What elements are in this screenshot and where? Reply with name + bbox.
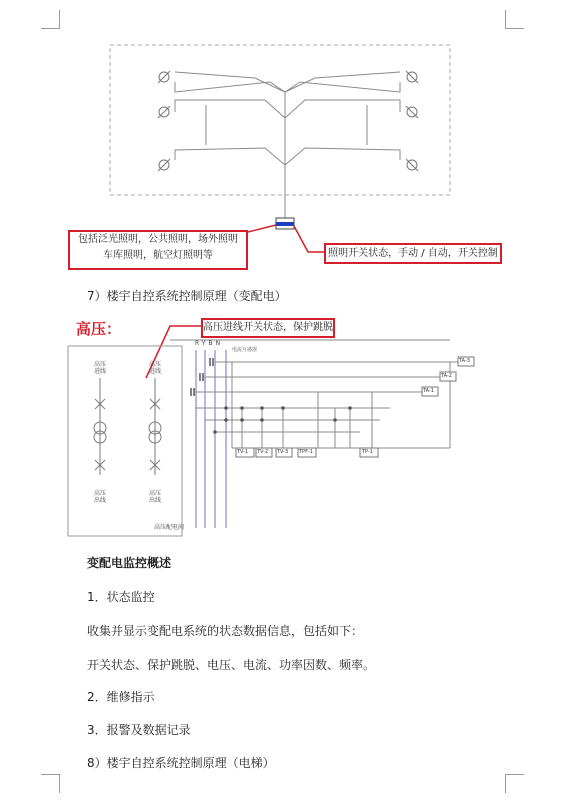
bus-letter-n: N — [215, 340, 224, 347]
lamp-icon — [158, 159, 170, 171]
switchgear-room-caption: 高压配电间 — [154, 524, 185, 531]
overview-description: 收集并显示变配电系统的状态数据信息，包括如下： — [87, 624, 364, 638]
outgoing-1-line-a: 高压 — [94, 490, 107, 497]
ta-3-label: TA-3 — [459, 358, 470, 364]
ta-2-label: TA-2 — [441, 373, 452, 379]
outgoing-label-1 — [94, 490, 106, 504]
tv-2-label: TV-2 — [257, 449, 269, 455]
switchgear-diagram — [0, 300, 578, 540]
incoming-1-line-a: 高压 — [94, 361, 107, 368]
lighting-diagram-frame — [110, 45, 450, 195]
bus-letter-row — [195, 340, 223, 347]
section-7-heading: 7）楼宇自控系统控制原理（变配电） — [87, 289, 287, 303]
incoming-2-line-b: 进线 — [149, 368, 162, 375]
lamp-icon — [406, 106, 418, 118]
incoming-label-1 — [94, 361, 106, 375]
incoming-1-line-b: 进线 — [94, 368, 107, 375]
bus-letter-y: Y — [201, 340, 209, 347]
outgoing-label-2 — [149, 490, 161, 504]
ct-top-label: 电流互感器 — [232, 347, 258, 353]
lighting-scope-line-1: 包括泛光照明，公共照明，场外照明 — [78, 234, 238, 245]
lighting-scope-line-2: 车库照明，航空灯照明等 — [103, 250, 213, 261]
lamp-icon — [406, 71, 418, 83]
bus-letter-r: R — [195, 340, 202, 347]
high-voltage-label: 高压： — [76, 320, 122, 338]
overview-item-2: 2．维修指示 — [87, 690, 155, 704]
high-voltage-callout: 高压进线开关状态，保护跳脱 — [201, 318, 335, 338]
lamp-icon — [406, 159, 418, 171]
tv-3-label: TV-3 — [277, 449, 289, 455]
bus-letter-b: B — [208, 340, 216, 347]
overview-title: 变配电监控概述 — [87, 556, 172, 570]
section-8-heading: 8）楼宇自控系统控制原理（电梯） — [87, 756, 275, 770]
incoming-2-line-a: 高压 — [149, 361, 162, 368]
outgoing-1-line-b: 出线 — [94, 497, 107, 504]
lighting-scope-callout — [68, 230, 248, 270]
outgoing-2-line-a: 高压 — [149, 490, 162, 497]
crop-mark-bottom-right — [505, 774, 524, 793]
ta-1-label: TA-1 — [423, 388, 434, 394]
lamp-icon — [158, 106, 170, 118]
outgoing-2-line-b: 出线 — [149, 497, 162, 504]
tp-1-label: TP-1 — [362, 449, 373, 455]
overview-item-3: 3．报警及数据记录 — [87, 723, 191, 737]
tv-1-label: TV-1 — [237, 449, 249, 455]
crop-mark-bottom-left — [41, 774, 60, 793]
lamp-icon — [158, 71, 170, 83]
tpf-1-label: TPF-1 — [299, 449, 313, 455]
overview-monitored-items: 开关状态、保护跳脱、电压、电流、功率因数、频率。 — [87, 658, 376, 672]
overview-item-1: 1．状态监控 — [87, 590, 155, 604]
lighting-control-callout: 照明开关状态，手动 / 自动，开关控制 — [324, 243, 502, 264]
incoming-label-2 — [149, 361, 161, 375]
